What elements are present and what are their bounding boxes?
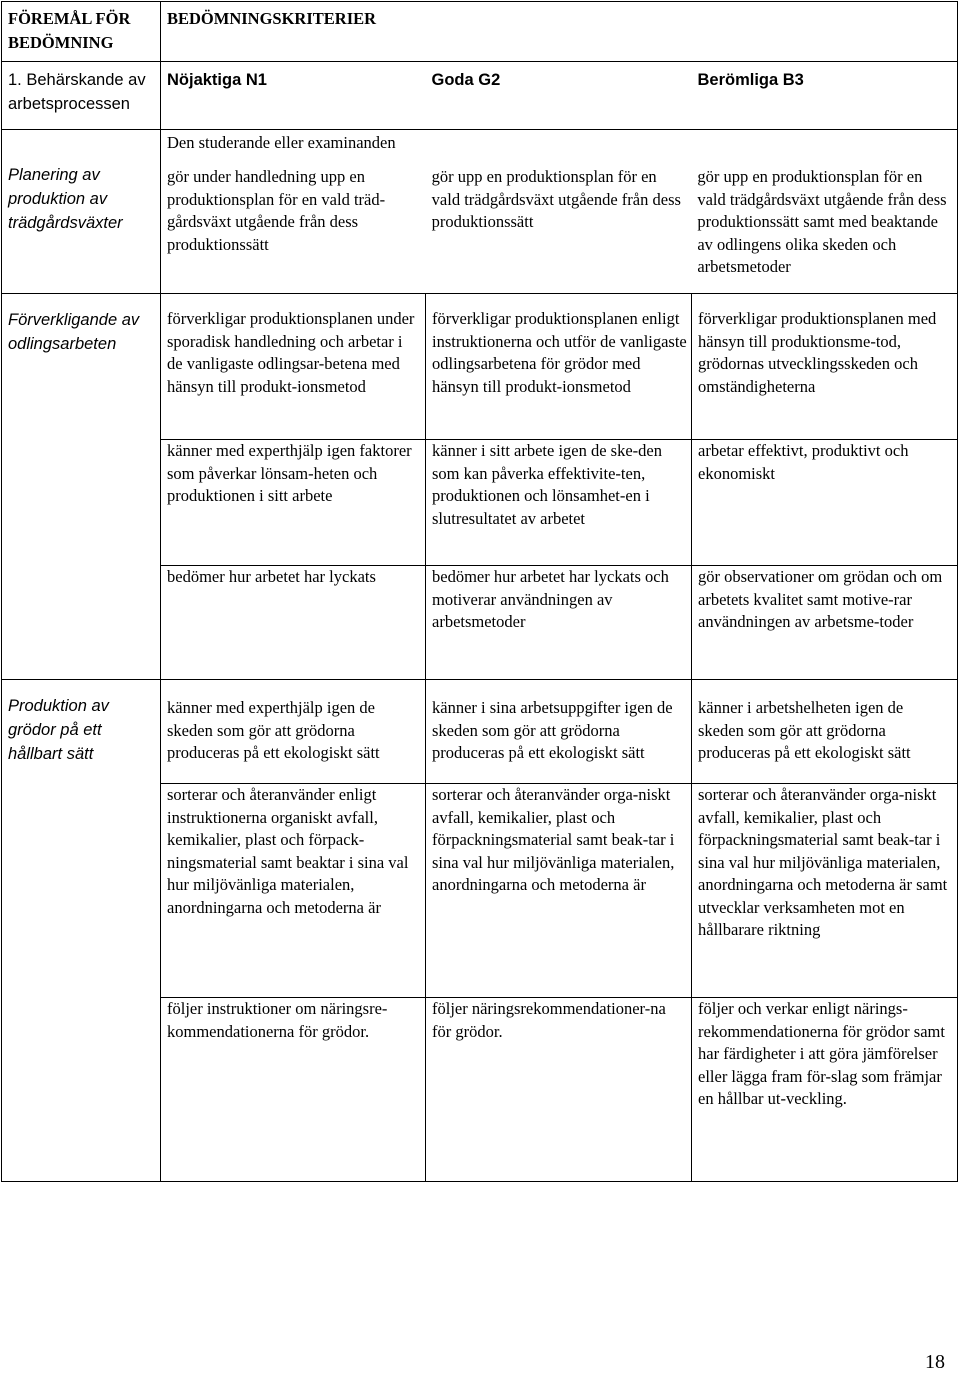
criteria-row-sustainable-1	[2, 680, 958, 784]
criterion-n1	[161, 680, 426, 784]
object-cell	[2, 680, 161, 784]
criterion-b3	[692, 566, 958, 680]
criterion-n1	[161, 294, 426, 440]
criterion-n1	[161, 566, 426, 680]
criterion-g2-text: sorterar och återanvänder orga-niskt avfall, kemikalier, plast och förpackningsmaterial samt beak-tar i sina val hur miljövänliga materialen, anordningarna och metoderna är	[432, 785, 675, 894]
object-label: Planering av produktion av trädgårdsväxter	[8, 166, 123, 232]
criterion-b3-text: känner i arbetshelheten igen de skeden som gör att grödorna produceras på ett ekologiskt sätt	[698, 698, 911, 762]
criterion-n1: gör under handledning upp en produktionsplan för en vald träd-gårdsväxt utgående från dess produktionssätt	[167, 167, 386, 254]
object-of-assessment-label: FÖREMÅL FÖR BEDÖMNING	[8, 9, 131, 52]
criterion-n1-text: bedömer hur arbetet har lyckats	[167, 567, 376, 586]
criteria-block	[161, 130, 958, 294]
criterion-n1-text: känner med experthjälp igen de skeden som gör att grödorna produceras på ett ekologiskt sätt	[167, 698, 380, 762]
level-n1-label: Nöjaktiga N1	[167, 71, 267, 89]
object-cell	[2, 294, 161, 440]
criterion-g2	[426, 440, 692, 566]
criterion-b3	[692, 680, 958, 784]
criteria-row-planning	[2, 130, 958, 294]
page-number: 18	[925, 1351, 945, 1373]
criterion-g2-text: bedömer hur arbetet har lyckats och motiverar användningen av arbetsmetoder	[432, 567, 669, 631]
criterion-g2	[426, 998, 692, 1182]
criterion-n1-text: känner med experthjälp igen faktorer som påverkar lönsam-heten och produktionen i sitt arbete	[167, 441, 412, 505]
criterion-g2-text: känner i sitt arbete igen de ske-den som kan påverka effektivite-ten, produktionen och lönsamhet-en i slutresultatet av arbetet	[432, 441, 662, 528]
criteria-row-sustainable-2	[2, 784, 958, 998]
criterion-g2-text: följer näringsrekommendationer-na för grödor.	[432, 999, 666, 1041]
level-b3-label: Berömliga B3	[697, 71, 804, 89]
criterion-g2-text: förverkligar produktionsplanen enligt instruktionerna och utför de vanligaste odlingsarbetena för grödor med hänsyn till produkt-ionsmetod	[432, 309, 687, 396]
criterion-g2	[426, 566, 692, 680]
object-cell-empty	[2, 998, 161, 1182]
object-cell	[2, 130, 161, 294]
level-g2-label: Goda G2	[431, 71, 501, 89]
criterion-b3-text: förverkligar produktionsplanen med hänsyn till produktionsme-tod, grödornas utvecklingsskeden och omständigheterna	[698, 309, 937, 396]
level-n1-header	[161, 62, 426, 130]
criteria-label: BEDÖMNINGSKRITERIER	[167, 9, 377, 28]
level-b3-header	[692, 62, 958, 130]
criterion-g2-text: känner i sina arbetsuppgifter igen de skeden som gör att grödorna produceras på ett ekologiskt sätt	[432, 698, 673, 762]
criterion-n1-text: sorterar och återanvänder enligt instruktionerna organiskt avfall, kemikalier, plast och förpack-ningsmaterial samt beaktar i sina val hur miljövänliga materialen, anordningarna och metoderna är	[167, 785, 409, 917]
section-header	[2, 62, 161, 130]
object-label: Förverkligande av odlingsarbeten	[8, 311, 140, 353]
criterion-b3	[692, 784, 958, 998]
criterion-g2	[426, 294, 692, 440]
criteria-row-sustainable-3	[2, 998, 958, 1182]
object-cell-empty	[2, 784, 161, 998]
object-of-assessment-header	[2, 2, 161, 62]
criterion-b3-text: arbetar effektivt, produktivt och ekonomiskt	[698, 441, 909, 483]
object-cell-empty	[2, 566, 161, 680]
criteria-row-implementation-2	[2, 440, 958, 566]
criterion-b3	[692, 440, 958, 566]
level-header-row	[2, 62, 958, 130]
criteria-header	[161, 2, 958, 62]
assessment-criteria-table	[1, 1, 958, 1182]
criterion-n1	[161, 440, 426, 566]
section-label: 1. Behärskande av arbetsprocessen	[8, 71, 146, 113]
table-header-row	[2, 2, 958, 62]
object-cell-empty	[2, 440, 161, 566]
criterion-b3	[692, 294, 958, 440]
criterion-b3	[692, 998, 958, 1182]
criterion-g2	[426, 784, 692, 998]
criterion-n1-text: följer instruktioner om näringsre-kommendationerna för grödor.	[167, 999, 388, 1041]
criterion-n1	[161, 998, 426, 1182]
criterion-b3-text: följer och verkar enligt närings-rekommendationerna för grödor samt har färdigheter i att göra jämförelser eller lägga fram för-slag som främjar en hållbar ut-veckling.	[698, 999, 945, 1108]
criterion-b3-text: sorterar och återanvänder orga-niskt avfall, kemikalier, plast och förpackningsmaterial samt beak-tar i sina val hur miljövänliga materialen, anordningarna och metoderna är samt utvecklar verksamheten mot en hållbarare riktning	[698, 785, 948, 939]
criterion-g2: gör upp en produktionsplan för en vald trädgårdsväxt utgående från dess produktionssätt	[431, 167, 681, 231]
criterion-b3-text: gör observationer om grödan och om arbetets kvalitet samt motive-rar användningen av arbetsme-toder	[698, 567, 943, 631]
criteria-row-implementation-3	[2, 566, 958, 680]
level-g2-header	[426, 62, 692, 130]
criteria-row-implementation-1	[2, 294, 958, 440]
criterion-g2	[426, 680, 692, 784]
criterion-n1-text: förverkligar produktionsplanen under sporadisk handledning och arbetar i de vanligaste odlingsar-betena med hänsyn till produkt-ionsmetod	[167, 309, 415, 396]
criterion-n1	[161, 784, 426, 998]
object-label: Produktion av grödor på ett hållbart sätt	[8, 697, 109, 763]
criterion-b3: gör upp en produktionsplan för en vald trädgårdsväxt utgående från dess produktionssätt samt med beaktande av odlingens olika skeden och arbetsmetoder	[697, 167, 947, 276]
subject-intro: Den studerande eller examinanden	[167, 133, 396, 152]
